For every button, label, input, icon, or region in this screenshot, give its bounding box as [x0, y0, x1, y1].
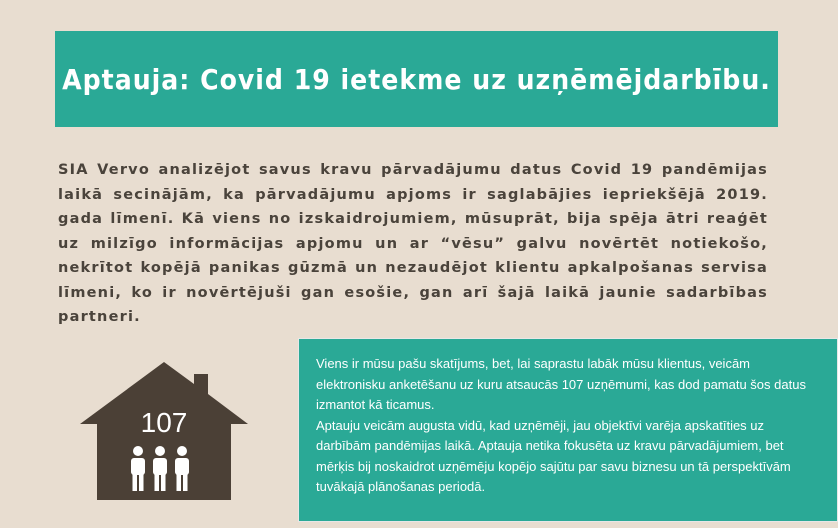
- page-title: Aptauja: Covid 19 ietekme uz uzņēmējdarbību.: [62, 62, 771, 96]
- info-box: [298, 338, 838, 522]
- respondent-count: 107: [140, 407, 188, 438]
- title-banner: [55, 31, 778, 127]
- info-paragraph-2: Aptauju veicām augusta vidū, kad uzņēmēji, jau objektīvi varēja apskatīties uz darbībām pandēmijas laikā. Aptauja netika fokusēta uz kravu pārvadājumiem, bet mērķis bij noskaidrot uzņēmēju kopējo sajūtu par savu biznesu un tā perspektīvām tuvākajā plānošanas periodā.: [316, 417, 791, 494]
- info-paragraph-1: Viens ir mūsu pašu skatījums, bet, lai saprastu labāk mūsu klientus, veicām elektronisku anketēšanu uz kuru atsaucās 107 uzņēmumi, kas dod pamatu šos datus izmantot kā ticamus.: [316, 356, 806, 412]
- intro-paragraph: SIA Vervo analizējot savus kravu pārvadājumu datus Covid 19 pandēmijas laikā secinājām, ka pārvadājumu apjoms ir saglabājies iepriekšējā 2019. gada līmenī. Kā viens no izskaidrojumiem, mūsuprāt, bija spēja ātri reaģēt uz milzīgo informācijas apjomu un ar “vēsu” galvu novērtēt notiekošo, nekrītot kopējā panikas gūzmā un nezaudējot klientu apkalpošanas servisa līmeni, ko ir novērtējuši gan esošie, gan arī šajā laikā jaunie sadarbības partneri.: [58, 162, 768, 325]
- house-with-people-icon: [80, 360, 248, 500]
